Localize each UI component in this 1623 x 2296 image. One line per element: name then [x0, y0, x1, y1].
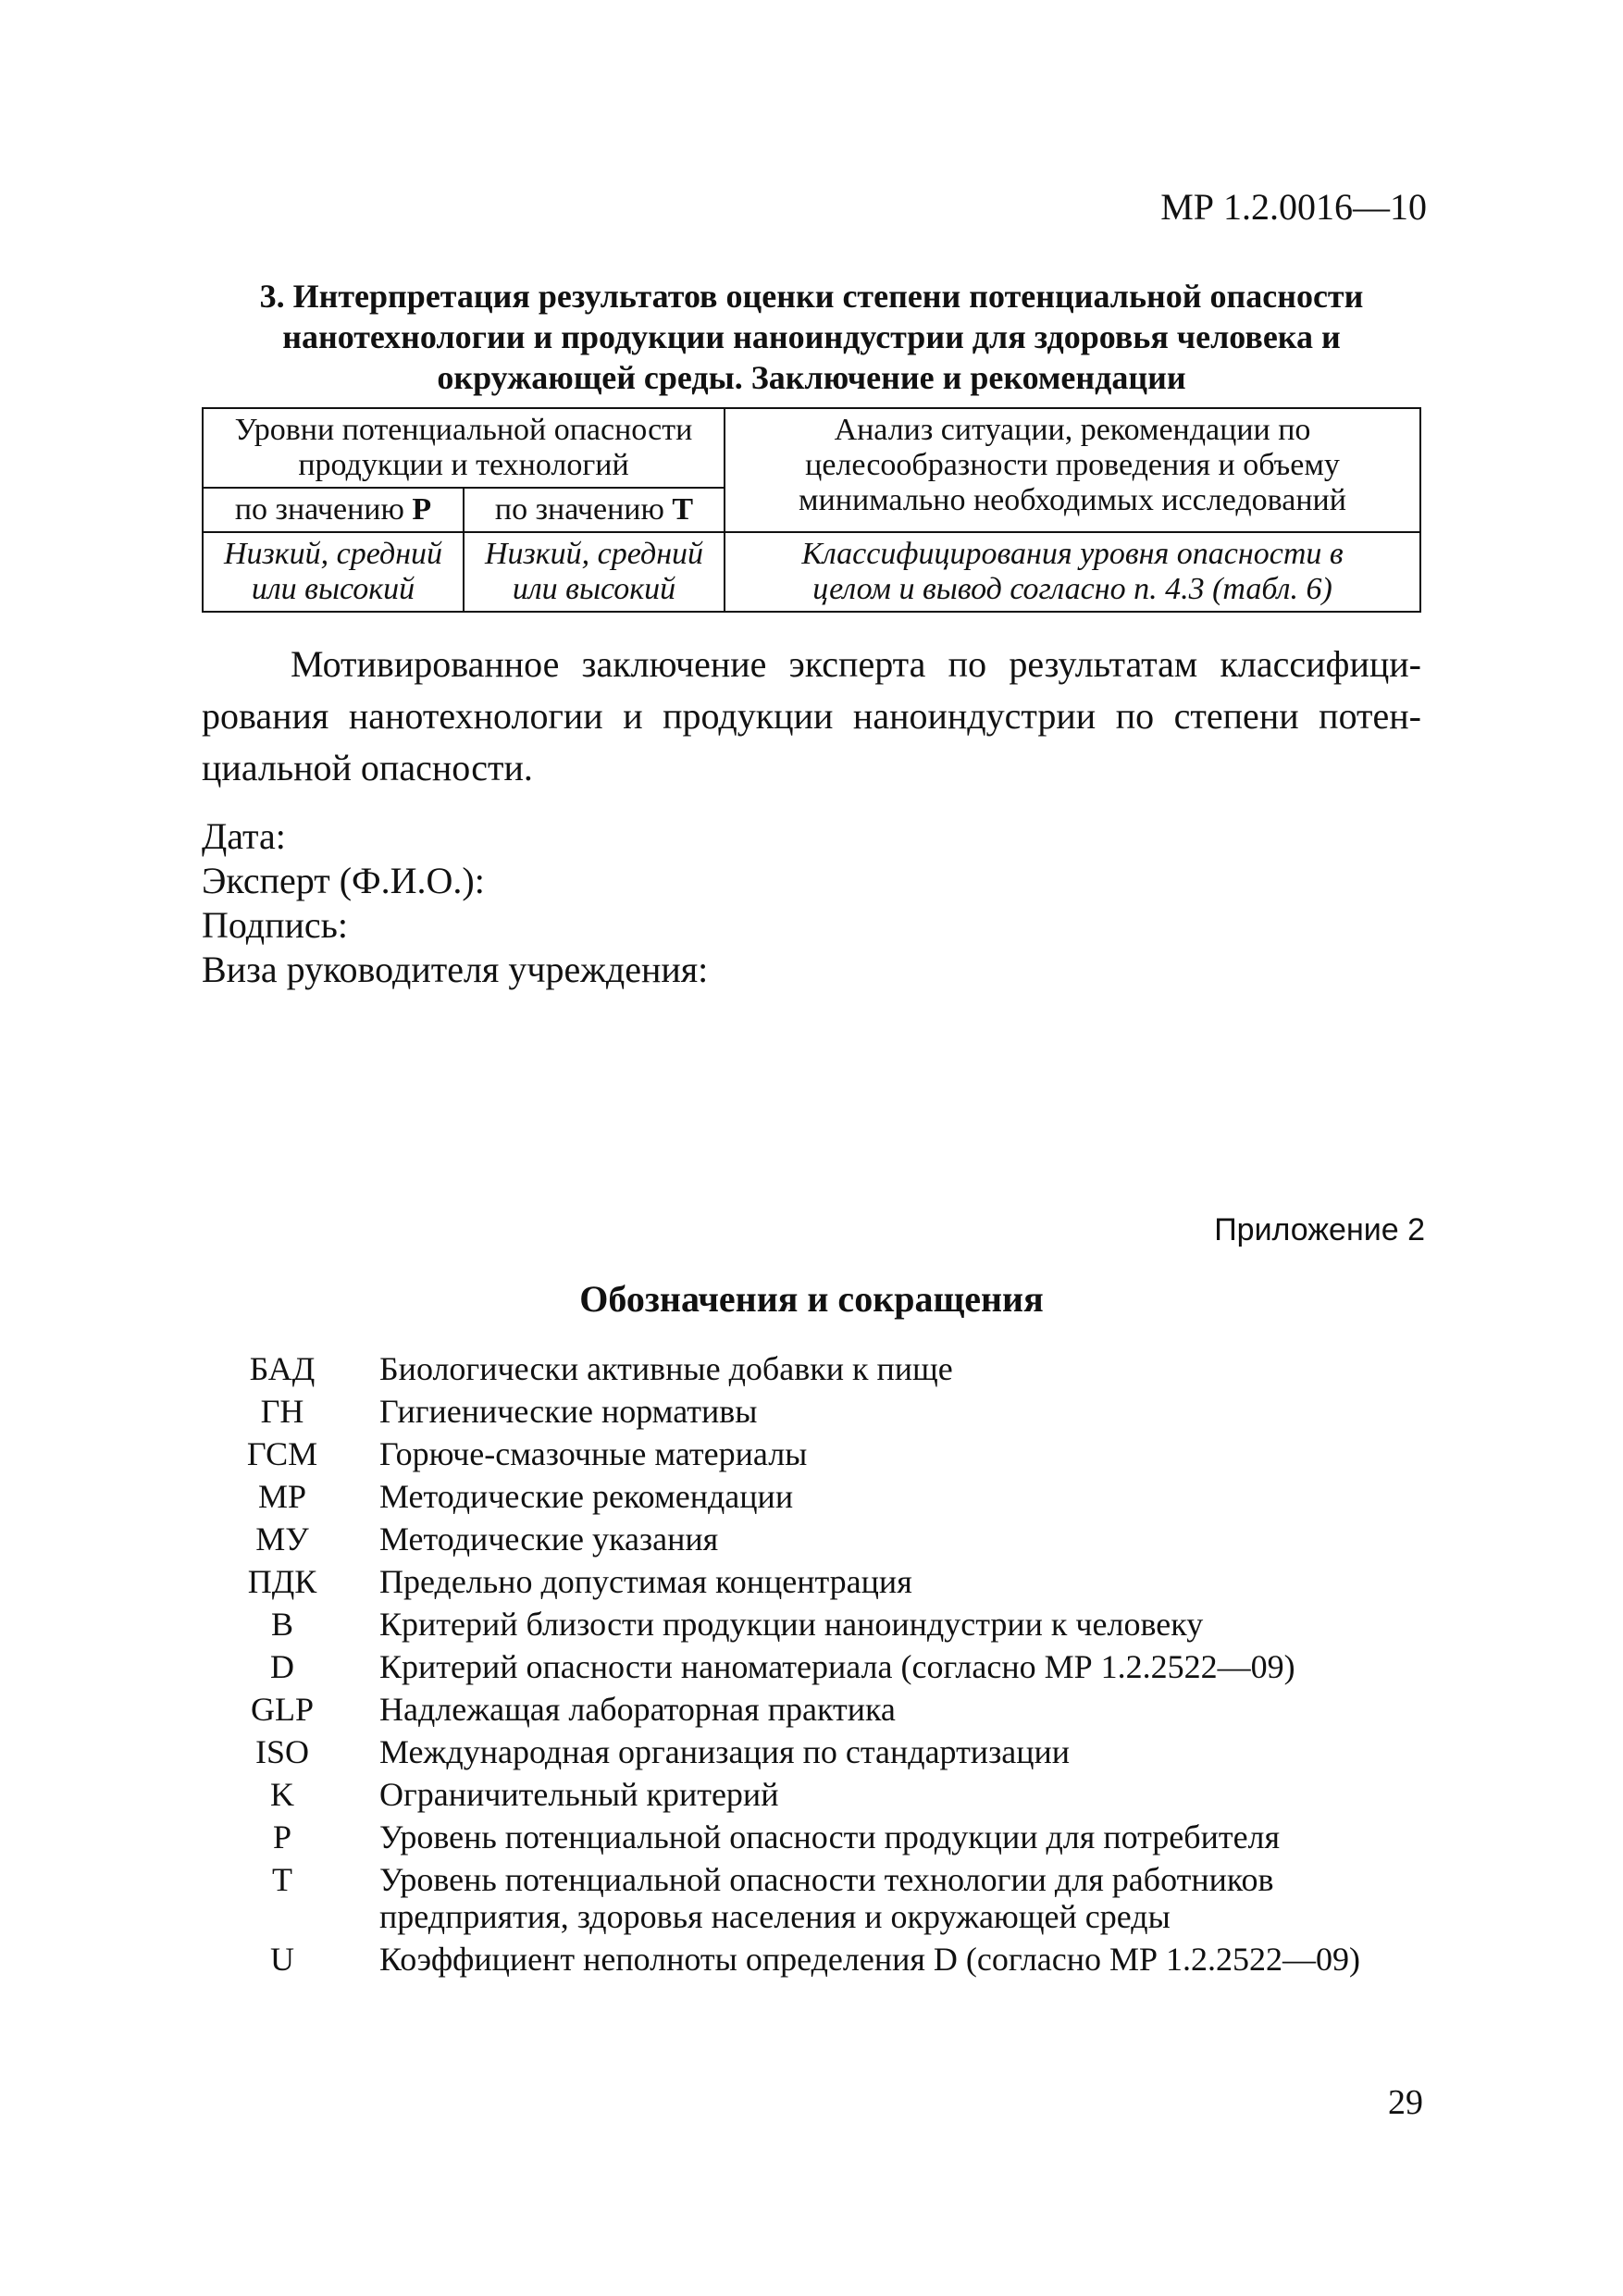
- signature-fields: [202, 814, 708, 992]
- abbreviation-description: [352, 1347, 1443, 1390]
- date-field-label: Дата:: [202, 815, 286, 857]
- section-title-line: нанотехнологии и продукции наноиндустрии для здоровья человека и: [282, 318, 1341, 355]
- cell-line: или высокий: [251, 572, 415, 606]
- description-line: Биологически активные добавки к пище: [379, 1350, 953, 1387]
- abbreviation-code: МУ: [255, 1520, 309, 1558]
- list-item: [213, 1433, 1443, 1475]
- abbreviation-description: [352, 1773, 1443, 1816]
- abbreviation-description: [352, 1645, 1443, 1688]
- abbreviation-code: БАД: [249, 1350, 316, 1387]
- description-line: Уровень потенциальной опасности продукции для потребителя: [379, 1818, 1281, 1855]
- description-line: Надлежащая лабораторная практика: [379, 1691, 896, 1728]
- description-line: предприятия, здоровья населения и окружающей среды: [379, 1898, 1171, 1935]
- abbreviation-description: [352, 1858, 1443, 1938]
- expert-conclusion-paragraph: [202, 639, 1421, 794]
- list-item: [213, 1688, 1443, 1731]
- list-item: [213, 1390, 1443, 1433]
- analysis-cell: [725, 532, 1420, 612]
- visa-field-label: Виза руководителя учреждения:: [202, 949, 709, 990]
- abbreviation-description: [352, 1938, 1443, 1980]
- paragraph-line: циальной опасности.: [202, 747, 533, 788]
- description-line: Методические указания: [379, 1520, 719, 1558]
- paragraph-line: рования нанотехнологии и продукции наноиндустрии по степени потен-: [202, 695, 1421, 737]
- paragraph-line: Мотивированное заключение эксперта по результатам классифици-: [291, 643, 1421, 685]
- abbreviation-code: В: [270, 1606, 293, 1643]
- description-line: Уровень потенциальной опасности технологии для работников: [379, 1861, 1274, 1898]
- description-line: Коэффициент неполноты определения D (согласно МР 1.2.2522—09): [379, 1941, 1361, 1978]
- description-line: Ограничительный критерий: [379, 1776, 779, 1813]
- section-title-line: 3. Интерпретация результатов оценки степени потенциальной опасности: [259, 278, 1364, 315]
- subheader-letter: Т: [672, 492, 694, 527]
- abbreviation-code: ГН: [260, 1393, 304, 1430]
- abbreviation-description: [352, 1390, 1443, 1433]
- abbreviation-code: P: [272, 1818, 292, 1855]
- description-line: Горюче-смазочные материалы: [379, 1435, 808, 1472]
- cell-line: или высокий: [512, 572, 676, 606]
- cell-line: Классифицирования уровня опасности в: [801, 537, 1344, 571]
- abbreviation-code: K: [270, 1776, 294, 1813]
- abbreviation-description: [352, 1433, 1443, 1475]
- list-item: [213, 1731, 1443, 1773]
- page-number: 29: [1388, 2083, 1423, 2122]
- cell-line: Низкий, средний: [223, 537, 443, 571]
- abbreviation-description: [352, 1560, 1443, 1603]
- description-line: Критерий близости продукции наноиндустрии к человеку: [379, 1606, 1204, 1643]
- list-item: [213, 1560, 1443, 1603]
- cell-line: целом и вывод согласно п. 4.3 (табл. 6): [812, 572, 1332, 606]
- list-item: [213, 1645, 1443, 1688]
- appendix-label: Приложение 2: [1214, 1212, 1425, 1247]
- subheader-prefix: по значению: [494, 492, 673, 527]
- abbreviation-description: [352, 1731, 1443, 1773]
- list-item: [213, 1475, 1443, 1518]
- description-line: Критерий опасности наноматериала (согласно МР 1.2.2522—09): [379, 1648, 1295, 1685]
- abbreviation-description: [352, 1603, 1443, 1645]
- description-line: Предельно допустимая концентрация: [379, 1563, 912, 1600]
- list-item: [213, 1816, 1443, 1858]
- abbreviations-list: [213, 1347, 1443, 1980]
- section-title-line: окружающей среды. Заключение и рекомендации: [437, 359, 1186, 396]
- abbreviation-code: ГСМ: [246, 1435, 318, 1472]
- t-level-cell: [464, 532, 725, 612]
- levels-header-cell: [203, 408, 725, 488]
- signature-field-label: Подпись:: [202, 904, 349, 946]
- header-text-line: продукции и технологий: [298, 448, 629, 482]
- header-text-line: Уровни потенциальной опасности: [234, 413, 693, 447]
- p-level-cell: [203, 532, 464, 612]
- hazard-assessment-table: [202, 407, 1421, 613]
- expert-field-label: Эксперт (Ф.И.О.):: [202, 860, 485, 901]
- p-value-subheader: [203, 488, 464, 532]
- table-row: [203, 532, 1420, 612]
- header-text-line: целесообразности проведения и объему: [805, 448, 1340, 482]
- header-text-line: минимально необходимых исследований: [799, 483, 1346, 517]
- description-line: Международная организация по стандартизации: [379, 1733, 1071, 1770]
- subheader-prefix: по значению: [234, 492, 413, 527]
- header-text-line: Анализ ситуации, рекомендации по: [834, 413, 1311, 447]
- abbreviation-description: [352, 1816, 1443, 1858]
- abbreviation-code: ПДК: [247, 1563, 317, 1600]
- abbreviation-code: МР: [257, 1478, 307, 1515]
- abbreviation-code: D: [270, 1648, 294, 1685]
- list-item: [213, 1938, 1443, 1980]
- cell-line: Низкий, средний: [484, 537, 704, 571]
- t-value-subheader: [464, 488, 725, 532]
- abbreviation-description: [352, 1688, 1443, 1731]
- list-item: [213, 1603, 1443, 1645]
- abbreviations-title: Обозначения и сокращения: [579, 1278, 1044, 1320]
- abbreviation-description: [352, 1518, 1443, 1560]
- list-item: [213, 1773, 1443, 1816]
- list-item: [213, 1347, 1443, 1390]
- abbreviation-code: ISO: [254, 1733, 309, 1770]
- abbreviation-code: GLP: [250, 1691, 314, 1728]
- document-code: МР 1.2.0016—10: [1160, 186, 1427, 228]
- analysis-header-cell: [725, 408, 1420, 532]
- abbreviation-code: T: [272, 1861, 292, 1898]
- list-item: [213, 1858, 1443, 1938]
- list-item: [213, 1518, 1443, 1560]
- abbreviation-code: U: [270, 1941, 294, 1978]
- subheader-letter: Р: [412, 492, 432, 527]
- description-line: Гигиенические нормативы: [379, 1393, 758, 1430]
- description-line: Методические рекомендации: [379, 1478, 794, 1515]
- abbreviation-description: [352, 1475, 1443, 1518]
- section-title: [202, 276, 1421, 398]
- table-header-row: [203, 408, 1420, 488]
